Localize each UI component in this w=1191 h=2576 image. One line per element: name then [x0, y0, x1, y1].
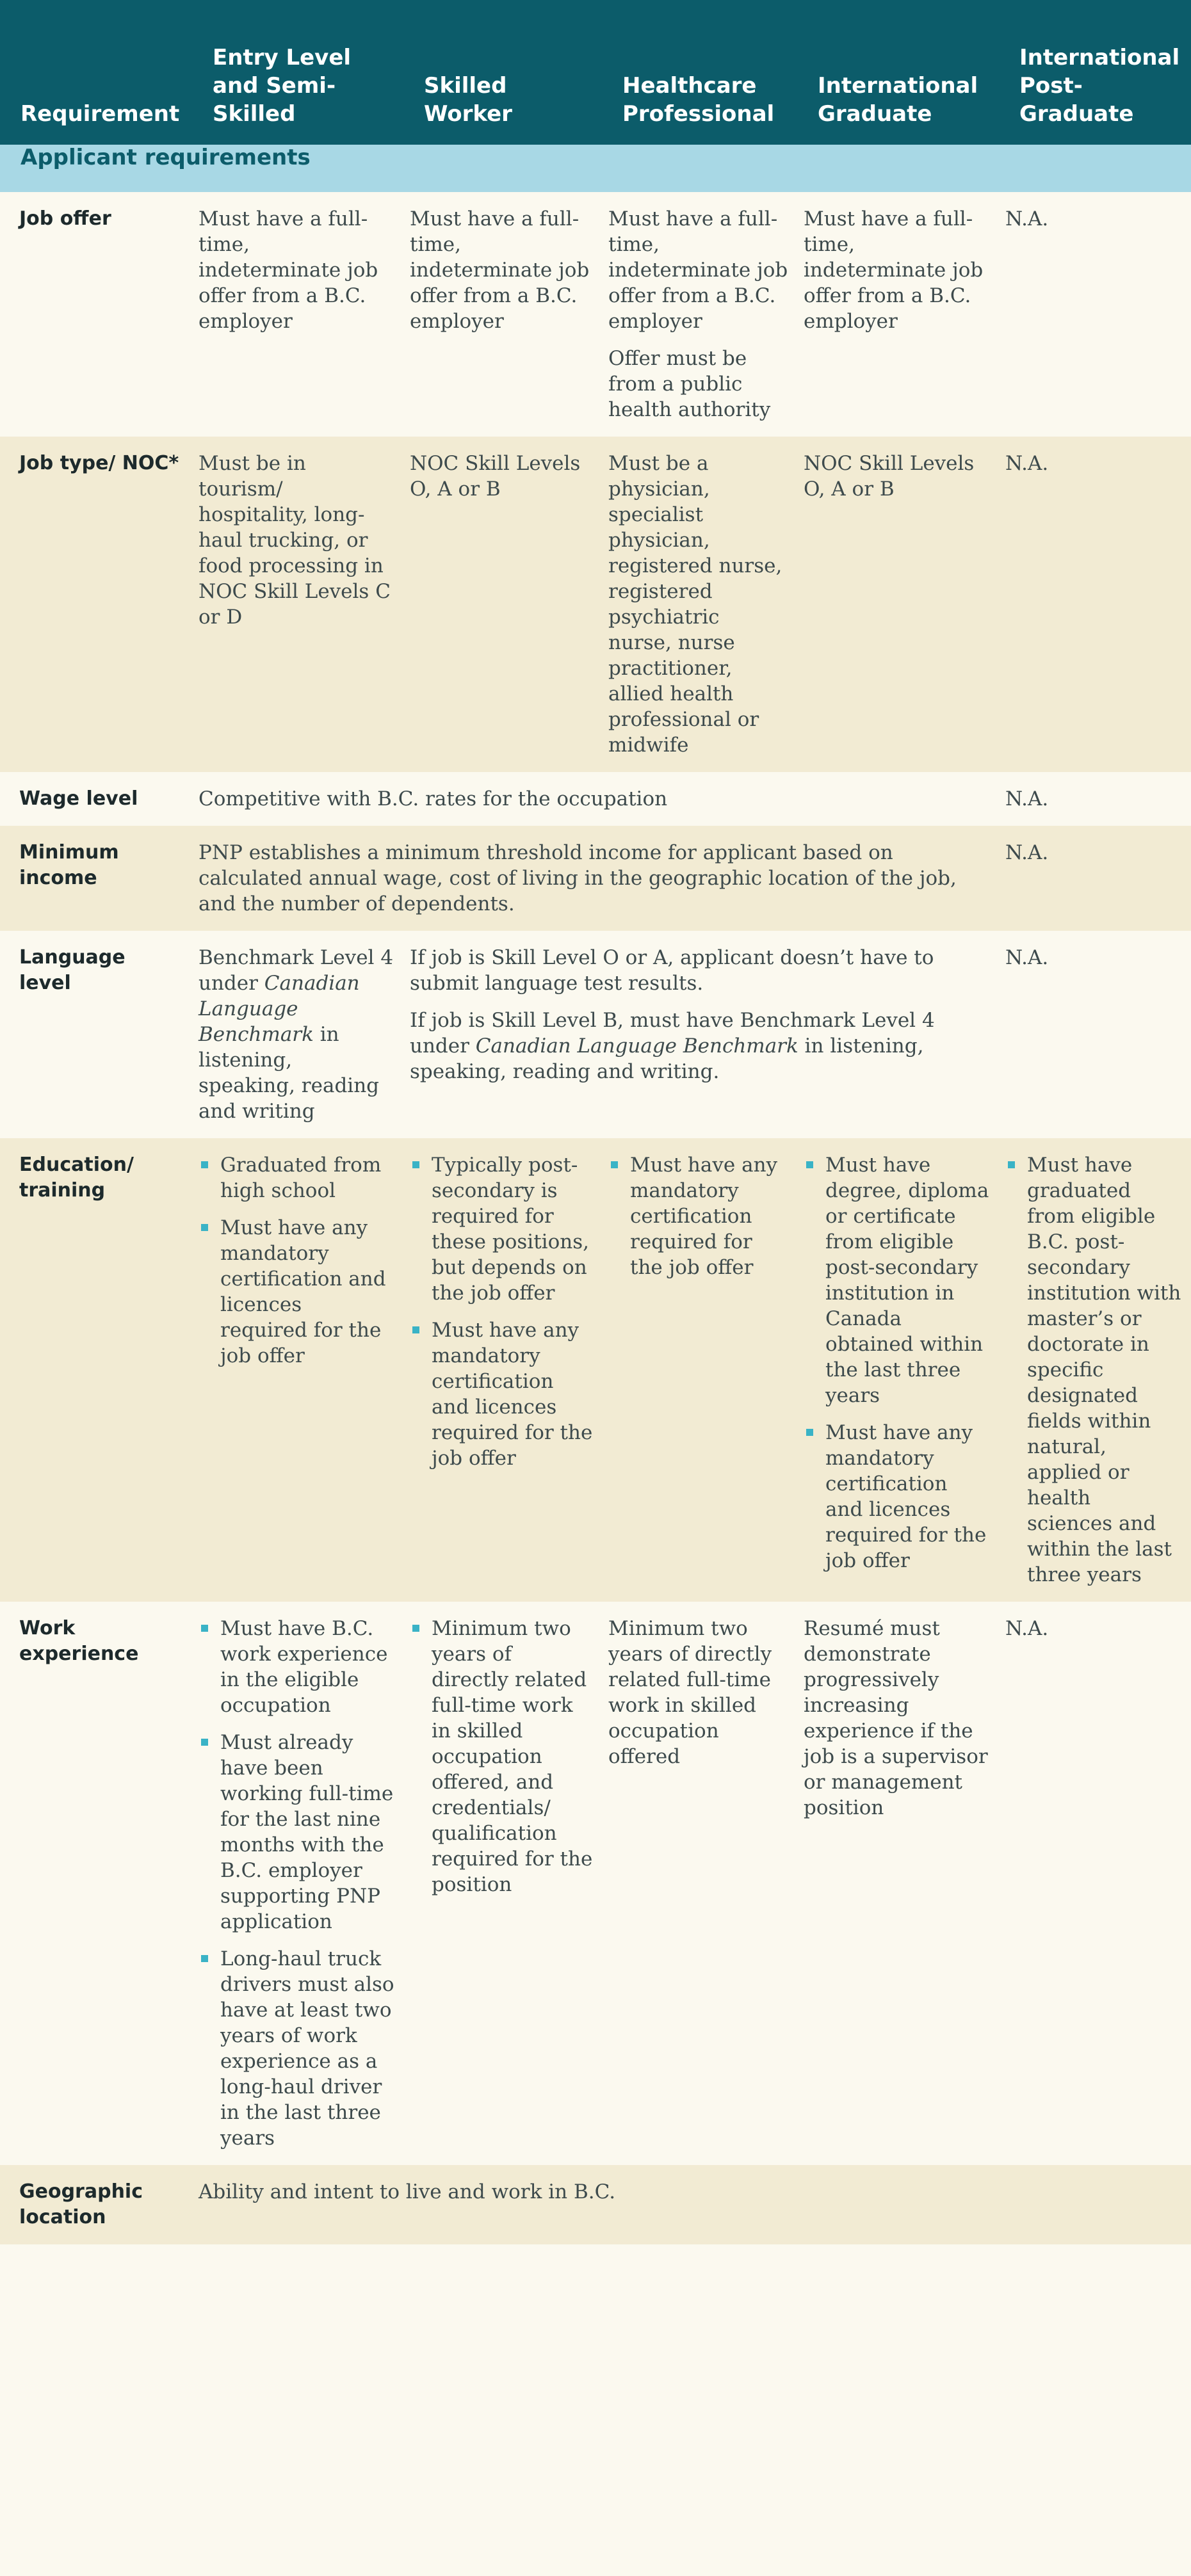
bullet-list	[199, 1616, 394, 2151]
cell-paragraph	[410, 1008, 990, 1084]
header-healthcare: Healthcare Professional	[602, 0, 797, 145]
cell-intl-post: N.A.	[999, 437, 1191, 772]
list-item: Must have graduated from eligible B.C. post-secondary institution with master’s or doctorate in specific designated fields within natural, applied or health sciences and within the last three years	[1005, 1152, 1182, 1588]
cell-paragraph: Offer must be from a public health authority	[608, 347, 771, 421]
cell-intl-post	[999, 1138, 1191, 1602]
header-international-graduate: International Graduate	[797, 0, 999, 145]
section-title: Applicant requirements	[0, 145, 1191, 192]
cell-span: Ability and intent to live and work in B.C.	[192, 2165, 1191, 2244]
text-emphasis: Canadian Language Benchmark	[199, 972, 360, 1046]
text-run: in listening, speaking, reading and writing	[199, 1023, 380, 1123]
bullet-list	[199, 1152, 394, 1369]
list-item: Must already have been working full-time for the last nine months with the B.C. employer supporting PNP application	[199, 1730, 394, 1935]
cell-entry: Must be in tourism/ hospitality, long-haul trucking, or food processing in NOC Skill Levels C or D	[192, 437, 403, 772]
row-label: Work experience	[0, 1602, 192, 2165]
cell-skilled	[403, 1602, 602, 2165]
text-run: in listening, speaking, reading and writing.	[410, 1034, 924, 1083]
list-item: Minimum two years of directly related full-time work in skilled occupation offered, and credentials/ qualification required for the position	[410, 1616, 593, 1897]
cell-intl-grad	[797, 1138, 999, 1602]
cell-health: Must be a physician, specialist physician, registered nurse, registered psychiatric nurse, nurse practitioner, allied health professional or midwife	[602, 437, 797, 772]
cell-skilled: NOC Skill Levels O, A or B	[403, 437, 602, 772]
cell-intl-post: N.A.	[999, 931, 1191, 1138]
list-item: Typically post-secondary is required for these positions, but depends on the job offer	[410, 1152, 593, 1306]
cell-intl-post: N.A.	[999, 772, 1191, 826]
cell-entry	[192, 931, 403, 1138]
cell-entry	[192, 1138, 403, 1602]
cell-span: Competitive with B.C. rates for the occupation	[192, 772, 999, 826]
list-item: Must have any mandatory certification and licences required for the job offer	[199, 1215, 394, 1369]
cell-intl-grad: Must have a full-time, indeterminate job offer from a B.C. employer	[797, 192, 999, 437]
bullet-list	[410, 1152, 593, 1471]
row-label: Geographic location	[0, 2165, 192, 2244]
table-row	[0, 2165, 1191, 2244]
bullet-list	[804, 1152, 990, 1574]
cell-intl-post: N.A.	[999, 826, 1191, 931]
section-row	[0, 145, 1191, 192]
cell-span	[403, 931, 999, 1138]
list-item: Must have B.C. work experience in the eligible occupation	[199, 1616, 394, 1718]
cell-paragraph: Must have a full-time, indeterminate job offer from a B.C. employer	[608, 207, 788, 333]
text-run: If job is Skill Level B, must have Benchmark Level 4 under	[410, 1009, 935, 1058]
header-skilled-worker: Skilled Worker	[403, 0, 602, 145]
table-row	[0, 192, 1191, 437]
cell-entry: Must have a full-time, indeterminate job offer from a B.C. employer	[192, 192, 403, 437]
list-item: Must have degree, diploma or certificate from eligible post-secondary institution in Canada obtained within the last three years	[804, 1152, 990, 1408]
row-label: Job offer	[0, 192, 192, 437]
table-row	[0, 1602, 1191, 2165]
list-item: Must have any mandatory certification and licences required for the job offer	[410, 1317, 593, 1471]
table-row	[0, 772, 1191, 826]
cell-intl-grad: Resumé must demonstrate progressively increasing experience if the job is a supervisor or management position	[797, 1602, 999, 2165]
table-header	[0, 0, 1191, 145]
cell-span: PNP establishes a minimum threshold income for applicant based on calculated annual wage, cost of living in the geographic location of the job, and the number of dependents.	[192, 826, 999, 931]
row-label: Wage level	[0, 772, 192, 826]
cell-skilled	[403, 1138, 602, 1602]
cell-intl-post: N.A.	[999, 1602, 1191, 2165]
list-item: Must have any mandatory certification and licences required for the job offer	[804, 1420, 990, 1574]
cell-skilled: Must have a full-time, indeterminate job offer from a B.C. employer	[403, 192, 602, 437]
text-run: Benchmark Level 4 under	[199, 946, 394, 995]
row-label: Language level	[0, 931, 192, 1138]
header-international-post-graduate: International Post-Graduate	[999, 0, 1191, 145]
row-label: Minimum income	[0, 826, 192, 931]
table-row	[0, 437, 1191, 772]
cell-health	[602, 192, 797, 437]
bullet-list	[1005, 1152, 1182, 1588]
row-label: Education/ training	[0, 1138, 192, 1602]
header-requirement: Requirement	[0, 0, 192, 145]
table-row	[0, 931, 1191, 1138]
table-row	[0, 1138, 1191, 1602]
cell-intl-grad: NOC Skill Levels O, A or B	[797, 437, 999, 772]
header-entry-level: Entry Level and Semi- Skilled	[192, 0, 403, 145]
cell-paragraph: If job is Skill Level O or A, applicant doesn’t have to submit language test results.	[410, 946, 934, 995]
bullet-list	[410, 1616, 593, 1897]
cell-health: Minimum two years of directly related full-time work in skilled occupation offered	[602, 1602, 797, 2165]
list-item: Graduated from high school	[199, 1152, 394, 1203]
cell-entry	[192, 1602, 403, 2165]
cell-health	[602, 1138, 797, 1602]
list-item: Must have any mandatory certification required for the job offer	[608, 1152, 788, 1280]
cell-intl-post: N.A.	[999, 192, 1191, 437]
list-item: Long-haul truck drivers must also have at least two years of work experience as a long-haul driver in the last three years	[199, 1946, 394, 2151]
bullet-list	[608, 1152, 788, 1280]
row-label: Job type/ NOC*	[0, 437, 192, 772]
text-emphasis: Canadian Language Benchmark	[475, 1034, 798, 1058]
table-row	[0, 826, 1191, 931]
